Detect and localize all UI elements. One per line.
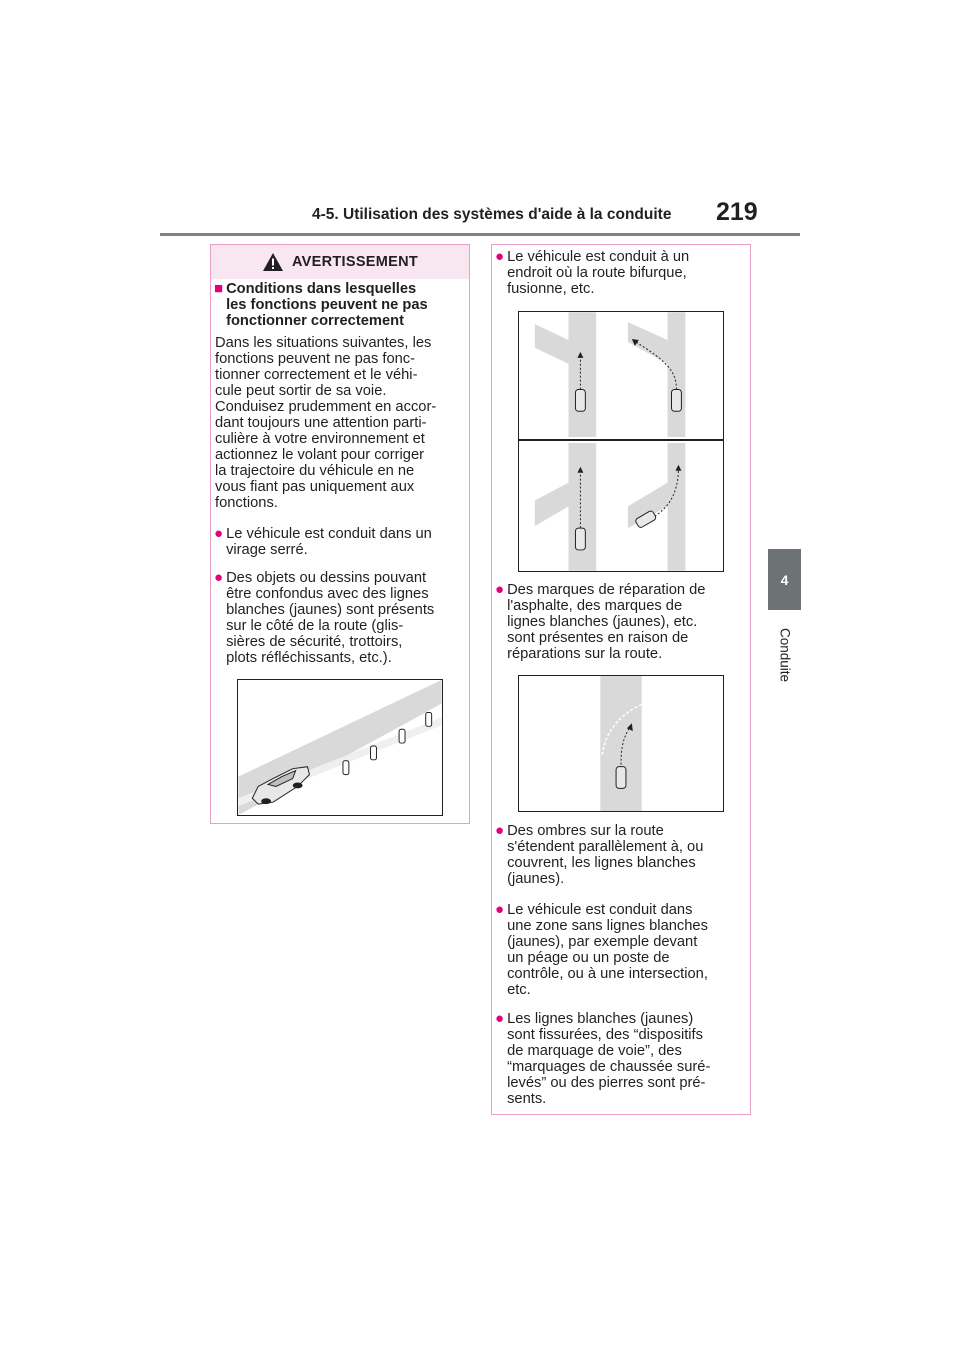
bullet-line: Des objets ou dessins pouvant	[226, 570, 427, 586]
intro-line: cule peut sortir de sa voie.	[215, 383, 387, 399]
bullet-line: blanches (jaunes) sont présents	[226, 602, 435, 618]
bullet-line: endroit où la route bifurque,	[507, 265, 687, 281]
bullet-line: sont présentes en raison de	[507, 630, 689, 646]
bullet-line: Des ombres sur la route	[507, 823, 664, 839]
chapter-tab-label-wrap	[768, 620, 801, 690]
bullet-line: Des marques de réparation de	[507, 582, 706, 598]
bullet-line: Le véhicule est conduit dans un	[226, 526, 432, 542]
bullet-line: sont fissurées, des “dispositifs	[507, 1027, 703, 1043]
bullet-line: sents.	[507, 1091, 547, 1107]
heading-line: fonctionner correctement	[226, 313, 404, 329]
bullet-line: de marquage de voie”, des	[507, 1043, 682, 1059]
bullet-line: etc.	[507, 982, 531, 998]
bullet-line: (jaunes), par exemple devant	[507, 934, 698, 950]
chapter-tab-label: Conduite	[777, 627, 792, 683]
bullet-dot-icon: ●	[495, 581, 505, 598]
bullet-line: fusionne, etc.	[507, 281, 595, 297]
bullet-line: Le véhicule est conduit dans	[507, 902, 693, 918]
warning-title: AVERTISSEMENT	[291, 254, 419, 270]
heading-line: les fonctions peuvent ne pas	[226, 297, 428, 313]
page-number: 219	[716, 198, 758, 226]
intro-line: fonctions peuvent ne pas fonc-	[215, 351, 416, 367]
intro-line: fonctions.	[215, 495, 278, 511]
bullet-dot-icon: ●	[495, 822, 505, 839]
square-bullet-icon: ■	[214, 280, 224, 297]
illustration-reflective-posts	[237, 679, 443, 816]
intro-line: la trajectoire du véhicule en ne	[215, 463, 415, 479]
list-item	[495, 823, 703, 887]
bullet-line: sières de sécurité, trottoirs,	[226, 634, 403, 650]
chapter-title: 4-5. Utilisation des systèmes d'aide à la conduite	[312, 206, 672, 223]
heading-line: Conditions dans lesquelles	[226, 281, 417, 297]
bullet-dot-icon: ●	[214, 569, 224, 586]
intro-line: vous fiant pas uniquement aux	[215, 479, 415, 495]
intro-line: dant toujours une attention parti-	[215, 415, 427, 431]
intro-paragraph	[215, 335, 436, 511]
bullet-dot-icon: ●	[495, 901, 505, 918]
intro-line: Dans les situations suivantes, les	[215, 335, 432, 351]
bullet-line: plots réfléchissants, etc.).	[226, 650, 392, 666]
bullet-line: couvrent, les lignes blanches	[507, 855, 696, 871]
list-item	[495, 249, 689, 297]
warning-header	[211, 245, 469, 279]
chapter-tab[interactable]: 4	[768, 549, 801, 610]
bullet-line: s'étendent parallèlement à, ou	[507, 839, 704, 855]
list-item	[214, 526, 432, 558]
bullet-line: “marquages de chaussée suré-	[507, 1059, 711, 1075]
bullet-line: l'asphalte, des marques de	[507, 598, 683, 614]
bullet-dot-icon: ●	[495, 248, 505, 265]
bullet-line: (jaunes).	[507, 871, 565, 887]
bullet-line: virage serré.	[226, 542, 308, 558]
bullet-line: être confondus avec des lignes	[226, 586, 429, 602]
bullet-line: réparations sur la route.	[507, 646, 663, 662]
warning-triangle-icon	[262, 252, 284, 272]
intro-line: actionnez le volant pour corriger	[215, 447, 425, 463]
intro-line: Conduisez prudemment en accor-	[215, 399, 437, 415]
section-heading	[214, 281, 428, 329]
list-item	[214, 570, 434, 666]
list-item	[495, 582, 705, 662]
bullet-line: une zone sans lignes blanches	[507, 918, 708, 934]
illustration-repair-marks	[518, 675, 724, 812]
bullet-line: lignes blanches (jaunes), etc.	[507, 614, 698, 630]
list-item	[495, 1011, 710, 1107]
bullet-line: Le véhicule est conduit à un	[507, 249, 690, 265]
bullet-line: un péage ou un poste de	[507, 950, 670, 966]
header-rule	[160, 233, 800, 236]
bullet-line: Les lignes blanches (jaunes)	[507, 1011, 694, 1027]
intro-line: culière à votre environnement et	[215, 431, 425, 447]
bullet-line: levés” ou des pierres sont pré-	[507, 1075, 706, 1091]
bullet-line: contrôle, ou à une intersection,	[507, 966, 708, 982]
bullet-dot-icon: ●	[495, 1010, 505, 1027]
list-item	[495, 902, 708, 998]
bullet-dot-icon: ●	[214, 525, 224, 542]
bullet-line: sur le côté de la route (glis-	[226, 618, 404, 634]
illustration-road-fork	[518, 311, 724, 572]
intro-line: tionner correctement et le véhi-	[215, 367, 418, 383]
